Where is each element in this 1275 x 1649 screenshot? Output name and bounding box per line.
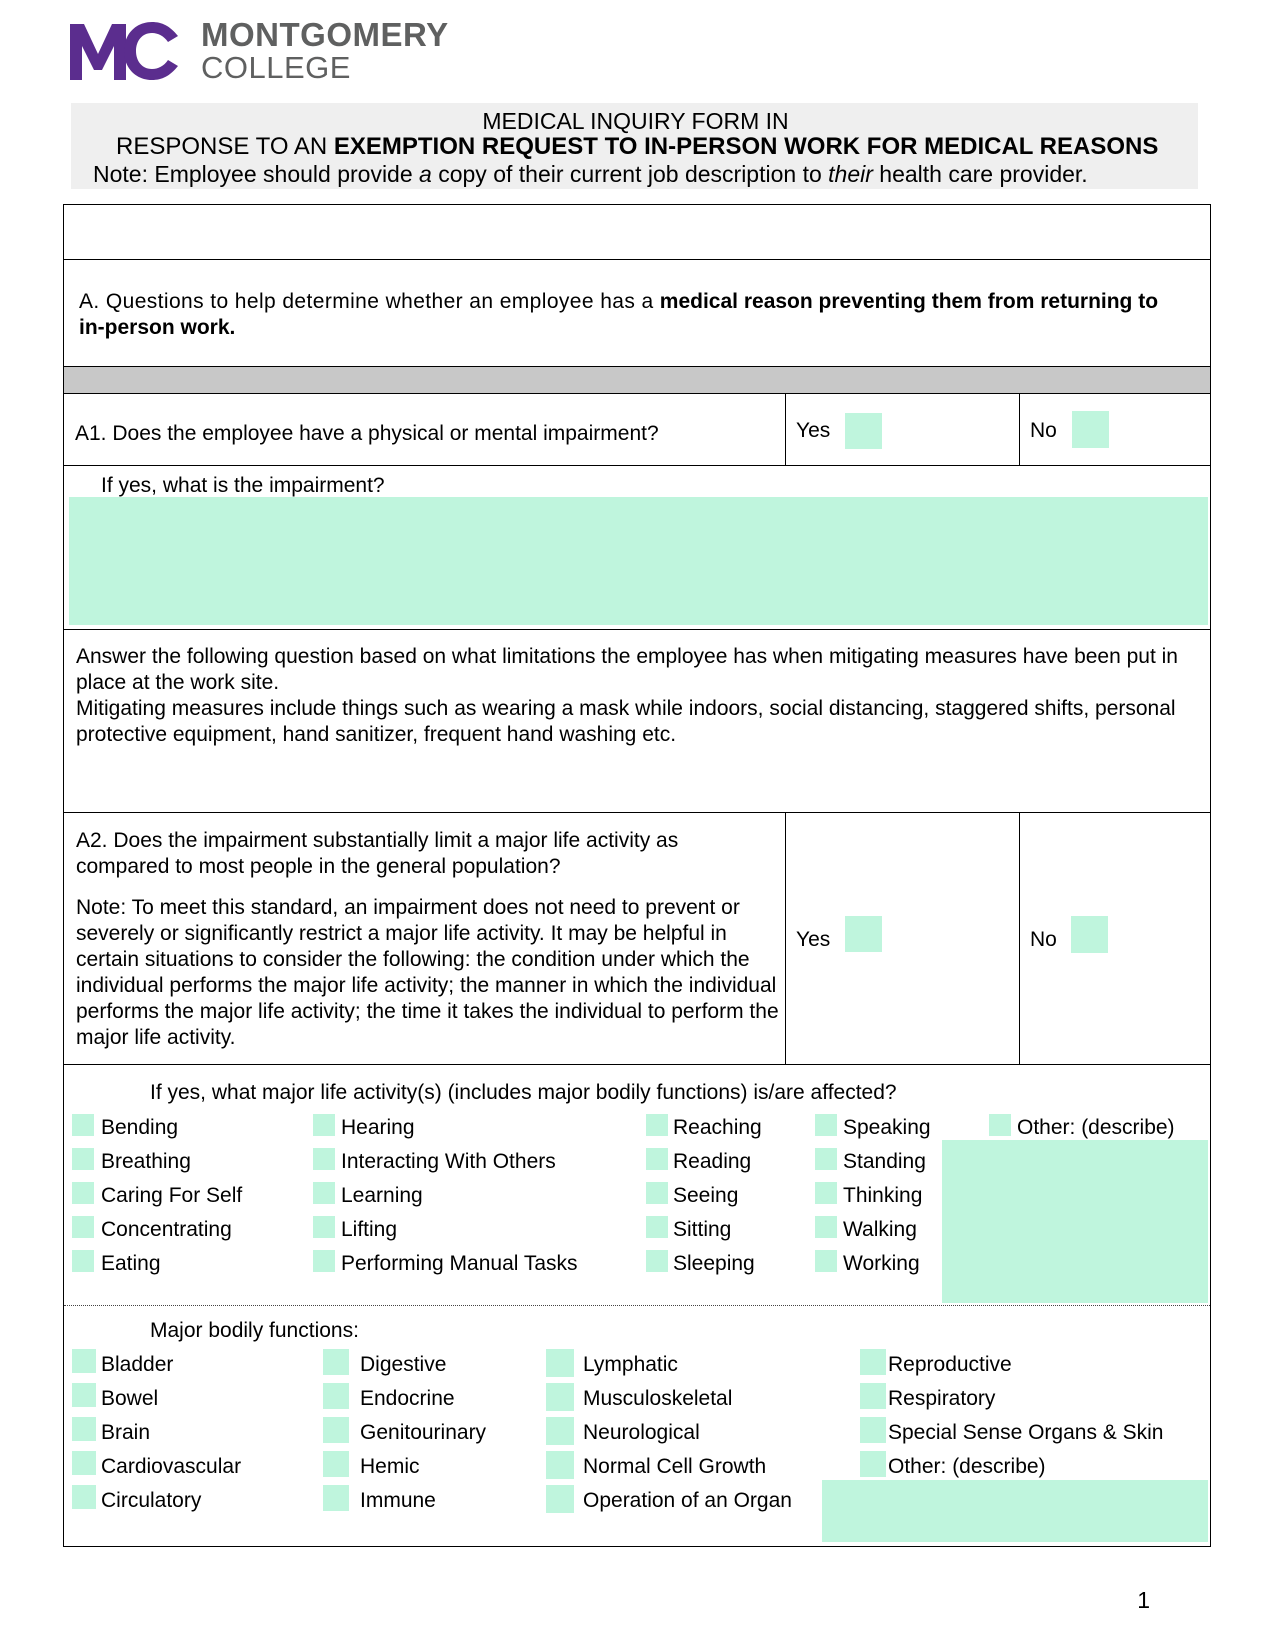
activity-hearing: Hearing: [341, 1116, 415, 1139]
impairment-description-field[interactable]: [69, 497, 1208, 625]
checkbox-normal-cell-growth[interactable]: [546, 1451, 574, 1479]
bodily-lymphatic: Lymphatic: [583, 1353, 678, 1376]
activity-interacting-with-others: Interacting With Others: [341, 1150, 556, 1173]
bodily-brain: Brain: [101, 1421, 151, 1444]
a2-no-label: No: [1030, 928, 1057, 951]
activity-reading: Reading: [673, 1150, 752, 1173]
a2-yes-label: Yes: [796, 928, 831, 951]
bodily-digestive: Digestive: [360, 1353, 447, 1376]
mitigation-instructions: [76, 644, 1186, 748]
college-logo-mark: [70, 20, 182, 82]
checkbox-interacting-with-others[interactable]: [313, 1148, 335, 1170]
bodily-normal-cell-growth: Normal Cell Growth: [583, 1455, 767, 1478]
activity-performing-manual-tasks: Performing Manual Tasks: [341, 1252, 578, 1275]
bodily-musculoskeletal: Musculoskeletal: [583, 1387, 733, 1410]
table-border-left: [63, 204, 64, 1547]
checkbox-standing[interactable]: [815, 1148, 837, 1170]
a2-note: Note: To meet this standard, an impairment does not need to prevent or severely or significantly restrict a major life activity. It may be helpful in certain situations to consider the following: the condition under which the individual performs the major life activity; the manner in which the individual performs the major life activity; the time it takes the individual to perform the major life activity.: [76, 896, 779, 1049]
row-divider: [63, 393, 1211, 394]
checkbox-reproductive[interactable]: [860, 1349, 886, 1375]
checkbox-genitourinary[interactable]: [323, 1417, 349, 1443]
checkbox-reaching[interactable]: [646, 1114, 668, 1136]
activity-eating: Eating: [101, 1252, 161, 1275]
checkbox-neurological[interactable]: [546, 1417, 574, 1445]
a2-yes-checkbox[interactable]: [845, 916, 882, 952]
activity-walking: Walking: [843, 1218, 917, 1241]
activity-other-description-field[interactable]: [942, 1140, 1208, 1303]
activity-seeing: Seeing: [673, 1184, 739, 1207]
checkbox-bladder[interactable]: [72, 1349, 96, 1373]
activities-prompt: If yes, what major life activity(s) (includes major bodily functions) is/are affected?: [150, 1081, 897, 1104]
form-title-line-2: RESPONSE TO AN EXEMPTION REQUEST TO IN-PERSON WORK FOR MEDICAL REASONS: [116, 133, 1159, 160]
activity-sleeping: Sleeping: [673, 1252, 755, 1275]
checkbox-hearing[interactable]: [313, 1114, 335, 1136]
activity-learning: Learning: [341, 1184, 423, 1207]
form-note: Note: Employee should provide a copy of their current job description to their health care provider.: [93, 161, 1088, 187]
bodily-respiratory: Respiratory: [888, 1387, 996, 1410]
bodily-operation-of-an-organ: Operation of an Organ: [583, 1489, 792, 1512]
checkbox-circulatory[interactable]: [72, 1485, 96, 1509]
table-border-right: [1210, 204, 1211, 1547]
activity-concentrating: Concentrating: [101, 1218, 232, 1241]
a1-question: A1. Does the employee have a physical or mental impairment?: [75, 422, 659, 445]
bodily-other-description-field[interactable]: [822, 1480, 1208, 1542]
bodily-cardiovascular: Cardiovascular: [101, 1455, 242, 1478]
checkbox-working[interactable]: [815, 1250, 837, 1272]
activity-sitting: Sitting: [673, 1218, 732, 1241]
checkbox-thinking[interactable]: [815, 1182, 837, 1204]
checkbox-musculoskeletal[interactable]: [546, 1383, 574, 1411]
bodily-hemic: Hemic: [360, 1455, 420, 1478]
checkbox-respiratory[interactable]: [860, 1383, 886, 1409]
a1-no-checkbox[interactable]: [1072, 411, 1109, 448]
activity-lifting: Lifting: [341, 1218, 398, 1241]
section-dotted-divider: [64, 1305, 1210, 1306]
col-divider: [1019, 812, 1020, 1064]
row-divider: [63, 259, 1211, 260]
bodily-genitourinary: Genitourinary: [360, 1421, 487, 1444]
checkbox-operation-of-an-organ[interactable]: [546, 1485, 574, 1513]
checkbox-cardiovascular[interactable]: [72, 1451, 96, 1475]
checkbox-performing-manual-tasks[interactable]: [313, 1250, 335, 1272]
a1-no-label: No: [1030, 419, 1057, 442]
bodily-neurological: Neurological: [583, 1421, 700, 1444]
checkbox-immune[interactable]: [323, 1485, 349, 1511]
checkbox-concentrating[interactable]: [72, 1216, 94, 1238]
checkbox-breathing[interactable]: [72, 1148, 94, 1170]
activity-reaching: Reaching: [673, 1116, 762, 1139]
checkbox-bowel[interactable]: [72, 1383, 96, 1407]
checkbox-hemic[interactable]: [323, 1451, 349, 1477]
bodily-other-label: Other: (describe): [888, 1455, 1046, 1478]
row-divider: [63, 812, 1211, 813]
row-divider: [63, 629, 1211, 630]
table-border-bottom: [63, 1546, 1211, 1547]
bodily-circulatory: Circulatory: [101, 1489, 202, 1512]
bodily-prompt: Major bodily functions:: [150, 1319, 359, 1342]
checkbox-brain[interactable]: [72, 1417, 96, 1441]
checkbox-eating[interactable]: [72, 1250, 94, 1272]
mitigation-paragraph-1: Answer the following question based on what limitations the employee has when mitigating measures have been put in place at the work site.: [76, 645, 1178, 694]
checkbox-lymphatic[interactable]: [546, 1349, 574, 1377]
logo-line-2: COLLEGE: [201, 50, 351, 85]
checkbox-endocrine[interactable]: [323, 1383, 349, 1409]
checkbox-bending[interactable]: [72, 1114, 94, 1136]
checkbox-seeing[interactable]: [646, 1182, 668, 1204]
checkbox-activity-other[interactable]: [989, 1114, 1011, 1136]
activity-thinking: Thinking: [843, 1184, 923, 1207]
mitigation-paragraph-2: Mitigating measures include things such as wearing a mask while indoors, social distancing, staggered shifts, personal protective equipment, hand sanitizer, frequent hand washing etc.: [76, 697, 1176, 746]
bodily-reproductive: Reproductive: [888, 1353, 1012, 1376]
checkbox-lifting[interactable]: [313, 1216, 335, 1238]
activity-bending: Bending: [101, 1116, 179, 1139]
bodily-bladder: Bladder: [101, 1353, 174, 1376]
page-number: 1: [1137, 1587, 1150, 1613]
checkbox-bodily-other[interactable]: [860, 1451, 886, 1477]
checkbox-caring-for-self[interactable]: [72, 1182, 94, 1204]
bodily-endocrine: Endocrine: [360, 1387, 455, 1410]
college-logo-wordmark: [201, 18, 449, 84]
form-title-line-1: MEDICAL INQUIRY FORM IN: [482, 108, 789, 134]
row-divider: [63, 465, 1211, 466]
activity-working: Working: [843, 1252, 920, 1275]
checkbox-learning[interactable]: [313, 1182, 335, 1204]
a2-question: A2. Does the impairment substantially limit a major life activity as compared to most people in the general population?: [76, 829, 679, 878]
col-divider: [785, 393, 786, 465]
section-separator-band: [64, 367, 1210, 393]
logo-line-1: MONTGOMERY: [201, 16, 449, 53]
bodily-special-sense-organs-skin: Special Sense Organs & Skin: [888, 1421, 1164, 1444]
section-a-intro: A. Questions to help determine whether an employee has a medical reason preventing them from returning to in-person work.: [79, 290, 1159, 339]
a2-no-checkbox[interactable]: [1071, 916, 1108, 953]
bodily-immune: Immune: [360, 1489, 436, 1512]
activity-caring-for-self: Caring For Self: [101, 1184, 243, 1207]
bodily-bowel: Bowel: [101, 1387, 159, 1410]
checkbox-special-sense-organs-skin[interactable]: [860, 1417, 886, 1443]
checkbox-sleeping[interactable]: [646, 1250, 668, 1272]
checkbox-speaking[interactable]: [815, 1114, 837, 1136]
col-divider: [1019, 393, 1020, 465]
col-divider: [785, 812, 786, 1064]
checkbox-reading[interactable]: [646, 1148, 668, 1170]
activity-standing: Standing: [843, 1150, 926, 1173]
checkbox-sitting[interactable]: [646, 1216, 668, 1238]
activity-speaking: Speaking: [843, 1116, 931, 1139]
activity-other-label: Other: (describe): [1017, 1116, 1175, 1139]
a1-followup-label: If yes, what is the impairment?: [101, 474, 385, 497]
checkbox-digestive[interactable]: [323, 1349, 349, 1375]
table-border-top: [63, 204, 1211, 205]
a1-yes-label: Yes: [796, 419, 831, 442]
checkbox-walking[interactable]: [815, 1216, 837, 1238]
a1-yes-checkbox[interactable]: [845, 413, 882, 449]
activity-breathing: Breathing: [101, 1150, 191, 1173]
row-divider: [63, 1064, 1211, 1065]
